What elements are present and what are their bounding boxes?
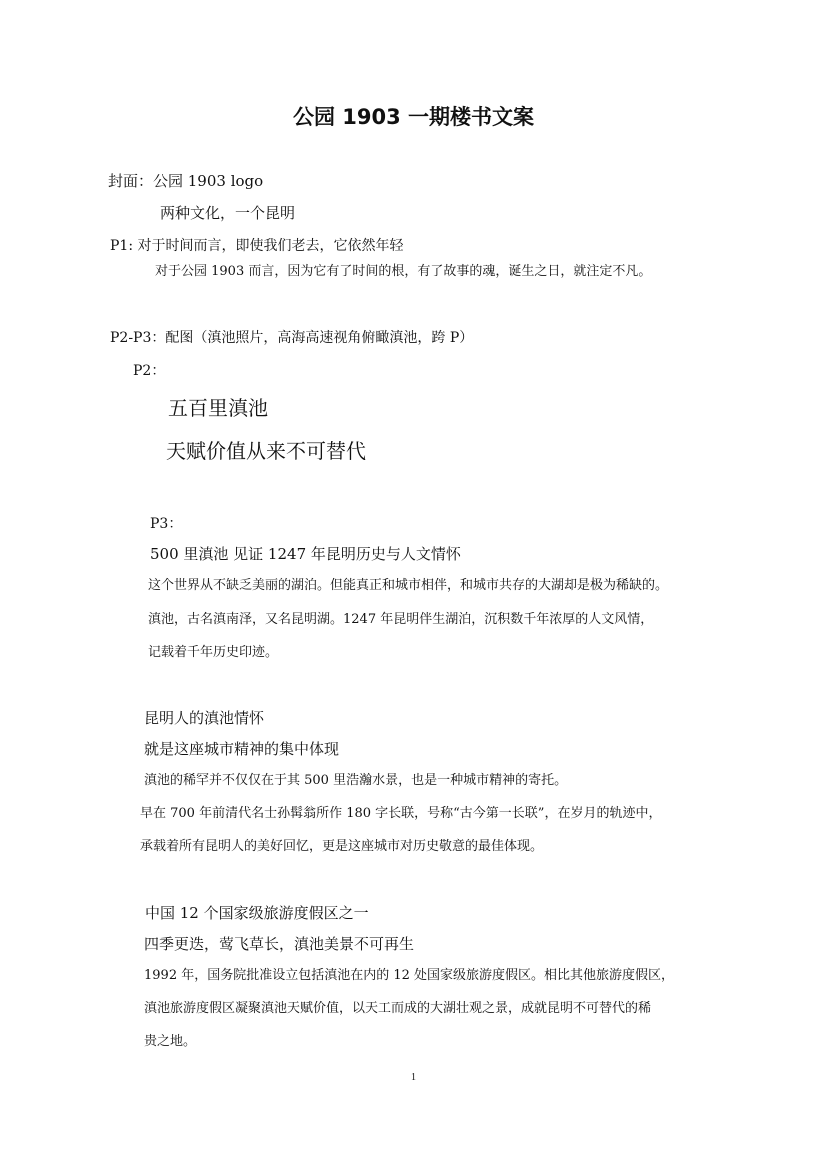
cover-label: 封面：公园 1903 logo (108, 172, 264, 190)
resort-body-1: 1992 年，国务院批准设立包括滇池在内的 12 处国家级旅游度假区。相比其他旅游度假区， (144, 968, 675, 983)
document-title: 公园 1903 一期楼书文案 (292, 105, 535, 129)
p1-line2: 对于公园 1903 而言，因为它有了时间的根，有了故事的魂，诞生之日，就注定不凡。 (155, 264, 652, 279)
p3-body-2: 滇池，古名滇南泽，又名昆明湖。1247 年昆明伴生湖泊，沉积数千年浓厚的人文风情， (148, 612, 654, 627)
p2-headline-2: 天赋价值从来不可替代 (166, 439, 366, 463)
p2-headline-1: 五百里滇池 (168, 396, 268, 420)
p3-label: P3： (150, 516, 183, 532)
resort-heading-2: 四季更迭，莺飞草长，滇池美景不可再生 (144, 935, 415, 953)
page-number: 1 (411, 1072, 416, 1083)
kunming-heading-1: 昆明人的滇池情怀 (144, 709, 265, 727)
cover-tagline: 两种文化，一个昆明 (160, 204, 296, 222)
resort-heading-1: 中国 12 个国家级旅游度假区之一 (145, 904, 369, 922)
kunming-body-3: 承载着所有昆明人的美好回忆，更是这座城市对历史敬意的最佳体现。 (140, 839, 544, 854)
kunming-body-2: 早在 700 年前清代名士孙髯翁所作 180 字长联，号称“古今第一长联”，在岁月的轨迹中， (140, 806, 662, 821)
kunming-heading-2: 就是这座城市精神的集中体现 (144, 740, 340, 758)
p3-body-3: 记载着千年历史印迹。 (148, 645, 279, 660)
p3-heading: 500 里滇池 见证 1247 年昆明历史与人文情怀 (150, 545, 461, 563)
resort-body-2: 滇池旅游度假区凝聚滇池天赋价值，以天工而成的大湖壮观之景，成就昆明不可替代的稀 (144, 1001, 652, 1016)
p1-line1: P1: 对于时间而言，即使我们老去，它依然年轻 (110, 238, 404, 254)
p3-body-1: 这个世界从不缺乏美丽的湖泊。但能真正和城市相伴，和城市共存的大湖却是极为稀缺的。 (148, 578, 669, 593)
resort-body-3: 贵之地。 (144, 1034, 197, 1049)
kunming-body-1: 滇池的稀罕并不仅仅在于其 500 里浩瀚水景，也是一种城市精神的寄托。 (144, 773, 568, 788)
p2-label: P2： (133, 363, 166, 379)
p2-p3-label: P2-P3：配图（滇池照片，高海高速视角俯瞰滇池，跨 P） (110, 330, 474, 346)
